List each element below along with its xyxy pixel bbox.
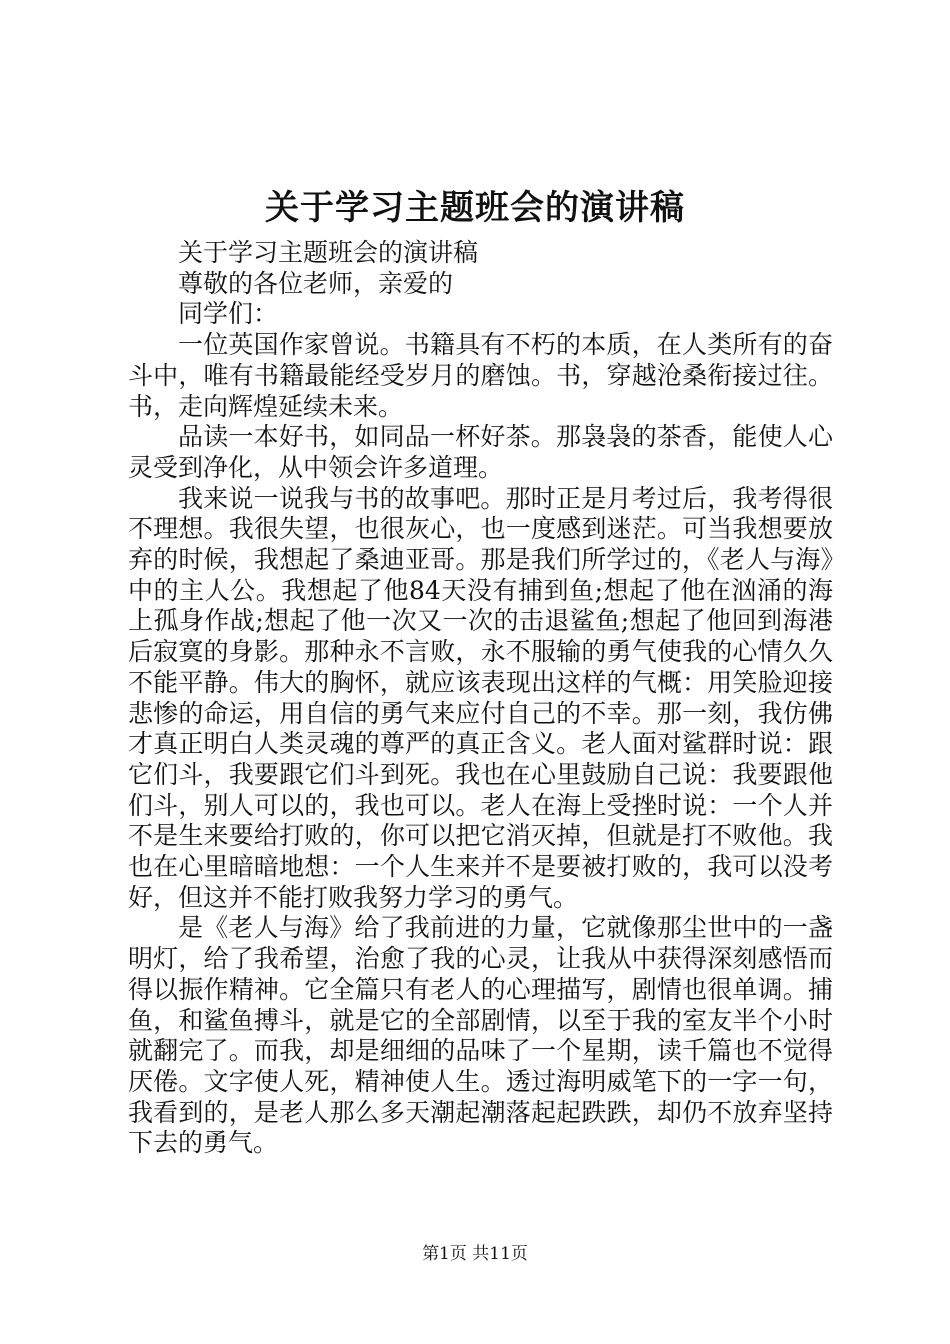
document-body <box>128 238 833 1159</box>
paragraph-subtitle: 关于学习主题班会的演讲稿 <box>178 238 479 267</box>
document-title: 关于学习主题班会的演讲稿 <box>265 188 685 228</box>
paragraph-salutation-continued: 同学们： <box>178 299 279 329</box>
paragraph-salutation: 尊敬的各位老师，亲爱的 <box>178 268 454 298</box>
paragraph-4: 是《老人与海》给了我前进的力量，它就像那尘世中的一盏明灯，给了我希望，治愈了我的心灵，让我从中获得深刻感悟而得以振作精神。它全篇只有老人的心理描写，剧情也很单调。捕鱼，和鲨鱼搏斗，就是它的全部剧情，以至于我的室友半个小时就翻完了。而我，却是细细的品味了一个星期，读千篇也不觉得厌倦。文字使人死，精神使人生。透过海明威笔下的一字一句，我看到的，是老人那么多天潮起潮落起起跌跌，却仍不放弃坚持下去的勇气。 <box>128 913 833 1158</box>
paragraph-2: 品读一本好书，如同品一杯好茶。那袅袅的茶香，能使人心灵受到净化，从中领会许多道理。 <box>128 422 833 482</box>
page-number-footer: 第1页 共11页 <box>422 1244 528 1264</box>
paragraph-1: 一位英国作家曾说。书籍具有不朽的本质，在人类所有的奋斗中，唯有书籍最能经受岁月的磨蚀。书，穿越沧桑衔接过往。书，走向辉煌延续未来。 <box>128 330 833 421</box>
paragraph-3: 我来说一说我与书的故事吧。那时正是月考过后，我考得很不理想。我很失望，也很灰心，也一度感到迷茫。可当我想要放弃的时候，我想起了桑迪亚哥。那是我们所学过的，《老人与海》中的主人公。我想起了他84天没有捕到鱼;想起了他在汹涌的海上孤身作战;想起了他一次又一次的击退鲨鱼;想起了他回到海港后寂寞的身影。那种永不言败，永不服输的勇气使我的心情久久不能平静。伟大的胸怀，就应该表现出这样的气概：用笑脸迎接悲惨的命运，用自信的勇气来应付自己的不幸。那一刻，我仿佛才真正明白人类灵魂的尊严的真正含义。老人面对鲨群时说：跟它们斗，我要跟它们斗到死。我也在心里鼓励自己说：我要跟他们斗，别人可以的，我也可以。老人在海上受挫时说：一个人并不是生来要给打败的，你可以把它消灭掉，但就是打不败他。我也在心里暗暗地想：一个人生来并不是要被打败的，我可以没考好，但这并不能打败我努力学习的勇气。 <box>128 483 833 912</box>
